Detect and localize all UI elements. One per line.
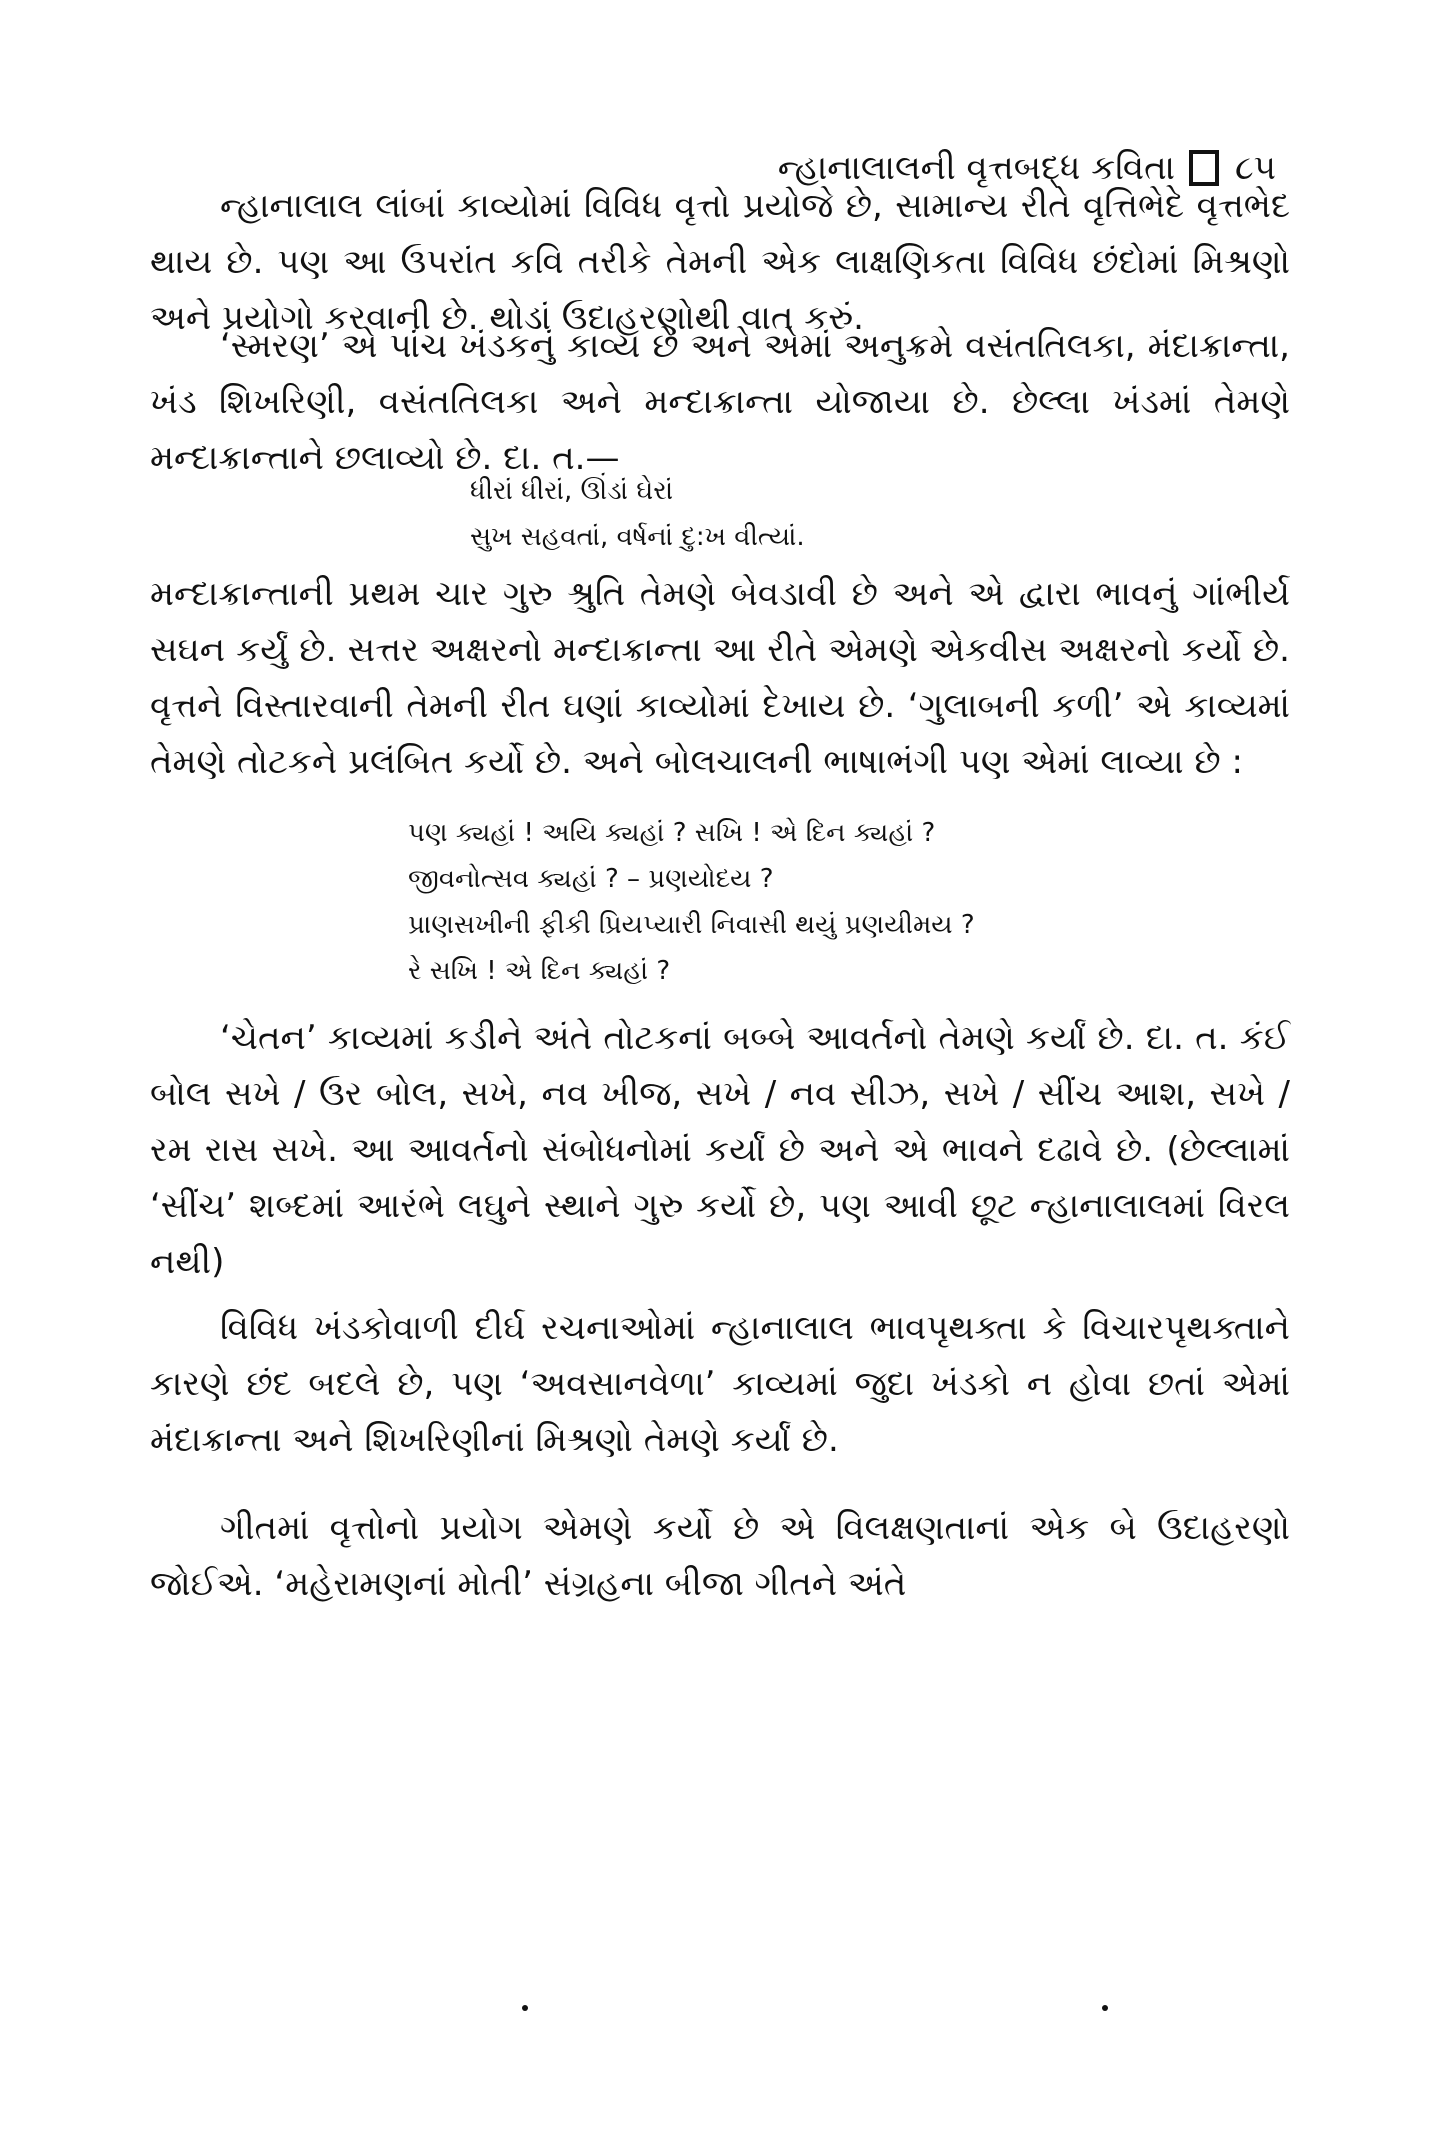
paragraph-6: ગીતમાં વૃત્તોનો પ્રયોગ એમણે કર્યો છે એ વિલક્ષણતાનાં એક બે ઉદાહરણો જોઈએ. ‘મહેરામણનાં મોતી’ સંગ્રહના બીજા ગીતને અંતે [150, 1508, 1290, 1604]
verse-line: રે સખિ ! એ દિન ક્યહાં ? [408, 956, 671, 986]
verse-line: જીવનોત્સવ ક્યહાં ? – પ્રણયોદય ? [408, 864, 774, 894]
page-number: ૮૫ [1234, 148, 1276, 188]
paragraph-4: ‘ચેતન’ કાવ્યમાં કડીને અંતે તોટકનાં બબ્બે આવર્તનો તેમણે કર્યાં છે. દા. ત. કંઈ બોલ સખે / ઉર બોલ, સખે, નવ ખીજ, સખે / નવ સીઝ, સખે / સીંચ આશ, સખે / રમ રાસ સખે. આ આવર્તનો સંબોધનોમાં કર્યાં છે અને એ ભાવને દઢાવે છે. (છેલ્લામાં ‘સીંચ’ શબ્દમાં આરંભે લઘુને સ્થાને ગુરુ કર્યો છે, પણ આવી છૂટ ન્હાનાલાલમાં વિરલ નથી) [150, 1018, 1290, 1282]
paragraph-1: ન્હાનાલાલ લાંબાં કાવ્યોમાં વિવિધ વૃત્તો પ્રયોજે છે, સામાન્ય રીતે વૃત્તિભેદે વૃત્તભેદ થાય છે. પણ આ ઉપરાંત કવિ તરીકે તેમની એક લાક્ષણિકતા વિવિધ છંદોમાં મિશ્રણો અને પ્રયોગો કરવાની છે. થોડાં ઉદાહરણોથી વાત કરું. [150, 186, 1290, 338]
speck [522, 2005, 528, 2011]
verse-quote-2 [408, 810, 975, 994]
running-title: ન્હાનાલાલની વૃત્તબદ્ધ કવિતા [777, 148, 1175, 188]
paragraph-2: ‘સ્મરણ’ એ પાંચ ખંડકનું કાવ્ય છે અને એમાં અનુક્રમે વસંતતિલકા, મંદાક્રાન્તા, ખંડ શિખરિણી, વસંતતિલકા અને મન્દાક્રાન્તા યોજાયા છે. છેલ્લા ખંડમાં તેમણે મન્દાક્રાન્તાને છલાવ્યો છે. દા. ત.— [150, 326, 1290, 478]
paragraph-5: વિવિધ ખંડકોવાળી દીર્ઘ રચનાઓમાં ન્હાનાલાલ ભાવપૃથક્તા કે વિચારપૃથક્તાને કારણે છંદ બદલે છે, પણ ‘અવસાનવેળા’ કાવ્યમાં જુદા ખંડકો ન હોવા છતાં એમાં મંદાક્રાન્તા અને શિખરિણીનાં મિશ્રણો તેમણે કર્યાં છે. [150, 1308, 1290, 1460]
speck [1102, 2005, 1108, 2011]
verse-line: સુખ સહવતાં, વર્ષનાં દુ:ખ વીત્યાં. [470, 522, 805, 552]
verse-line: ધીરાં ધીરાં, ઊંડાં ઘેરાં [470, 476, 674, 506]
paragraph-3: મન્દાક્રાન્તાની પ્રથમ ચાર ગુરુ શ્રુતિ તેમણે બેવડાવી છે અને એ દ્વારા ભાવનું ગાંભીર્ય સઘન કર્યું છે. સત્તર અક્ષરનો મન્દાક્રાન્તા આ રીતે એમણે એકવીસ અક્ષરનો કર્યો છે. વૃત્તને વિસ્તારવાની તેમની રીત ઘણાં કાવ્યોમાં દેખાય છે. ‘ગુલાબની કળી’ એ કાવ્યમાં તેમણે તોટકને પ્રલંબિત કર્યો છે. અને બોલચાલની ભાષાભંગી પણ એમાં લાવ્યા છે : [150, 574, 1290, 782]
print-specks [150, 2005, 1290, 2025]
verse-line: પણ ક્યહાં ! અયિ ક્યહાં ? સખિ ! એ દિન ક્યહાં ? [408, 818, 936, 848]
verse-line: પ્રાણસખીની ફીકી પ્રિયપ્યારી નિવાસી થયું પ્રણયીમય ? [408, 910, 975, 940]
verse-quote-1 [470, 468, 805, 560]
